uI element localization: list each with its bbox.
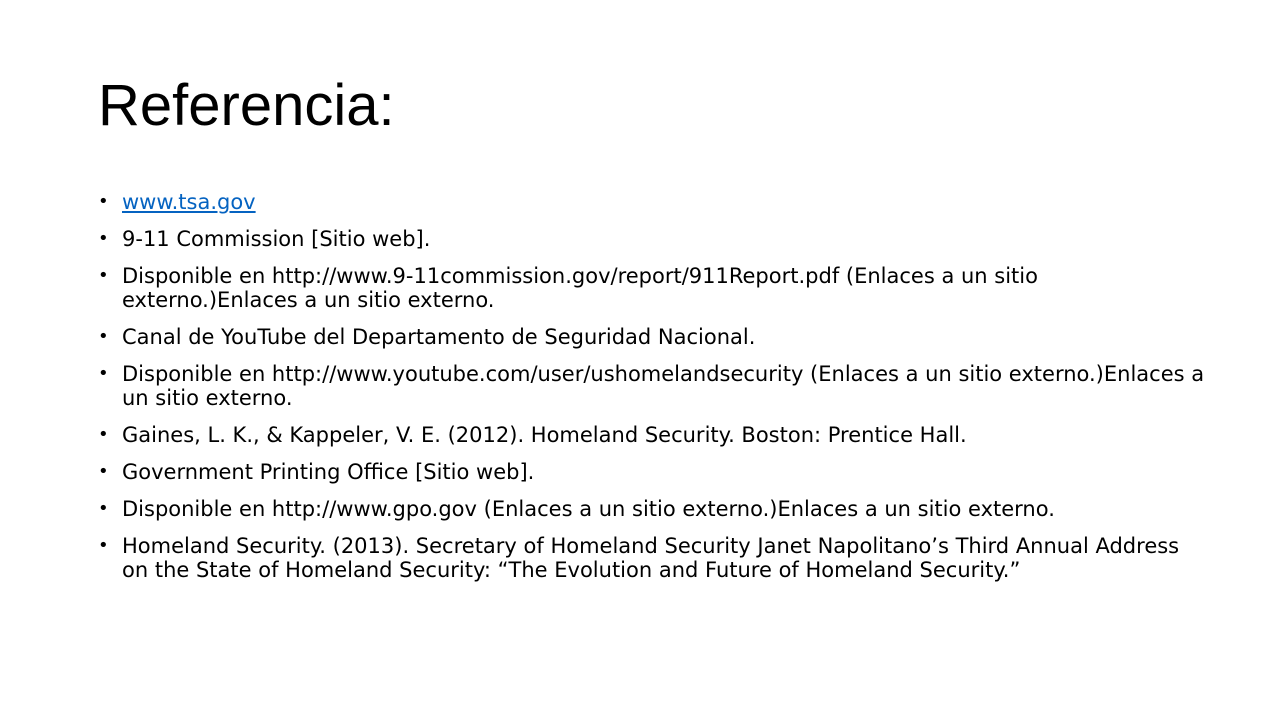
reference-list [98,190,1208,595]
bullet-icon: • [98,461,109,482]
bullet-icon: • [98,424,109,445]
bullet-icon: • [98,265,109,286]
reference-text: 9-11 Commission [Sitio web]. [122,227,431,251]
bullet-icon: • [98,498,109,519]
reference-item-tsa-link [98,190,1208,214]
reference-item-gpo [98,460,1208,484]
reference-item-youtube-url [98,362,1208,410]
reference-item-911-report [98,264,1208,312]
bullet-icon: • [98,535,109,556]
reference-text: Government Printing Office [Sitio web]. [122,460,535,484]
reference-item-napolitano-address [98,534,1208,582]
bullet-icon: • [98,228,109,249]
reference-text: Canal de YouTube del Departamento de Seguridad Nacional. [122,325,756,349]
reference-item-gaines-book [98,423,1208,447]
bullet-icon: • [98,191,109,212]
bullet-icon: • [98,326,109,347]
reference-text: Disponible en http://www.gpo.gov (Enlaces a un sitio externo.)Enlaces a un sitio externo. [122,497,1055,521]
slide-title: Referencia: [98,73,395,138]
tsa-gov-link[interactable]: www.tsa.gov [122,190,256,214]
reference-item-911-commission [98,227,1208,251]
reference-text: Homeland Security. (2013). Secretary of Homeland Security Janet Napolitano’s Third Annual Address on the State of Homeland Security: “The Evolution and Future of Homeland Security.” [122,534,1180,582]
reference-text: Gaines, L. K., & Kappeler, V. E. (2012). Homeland Security. Boston: Prentice Hall. [122,423,967,447]
bullet-icon: • [98,363,109,384]
reference-text: Disponible en http://www.youtube.com/user/ushomelandsecurity (Enlaces a un sitio externo.)Enlaces a un sitio externo. [122,362,1205,410]
reference-item-gpo-url [98,497,1208,521]
reference-item-youtube-channel [98,325,1208,349]
reference-text: Disponible en http://www.9-11commission.gov/report/911Report.pdf (Enlaces a un sitio externo.)Enlaces a un sitio externo. [122,264,1038,312]
